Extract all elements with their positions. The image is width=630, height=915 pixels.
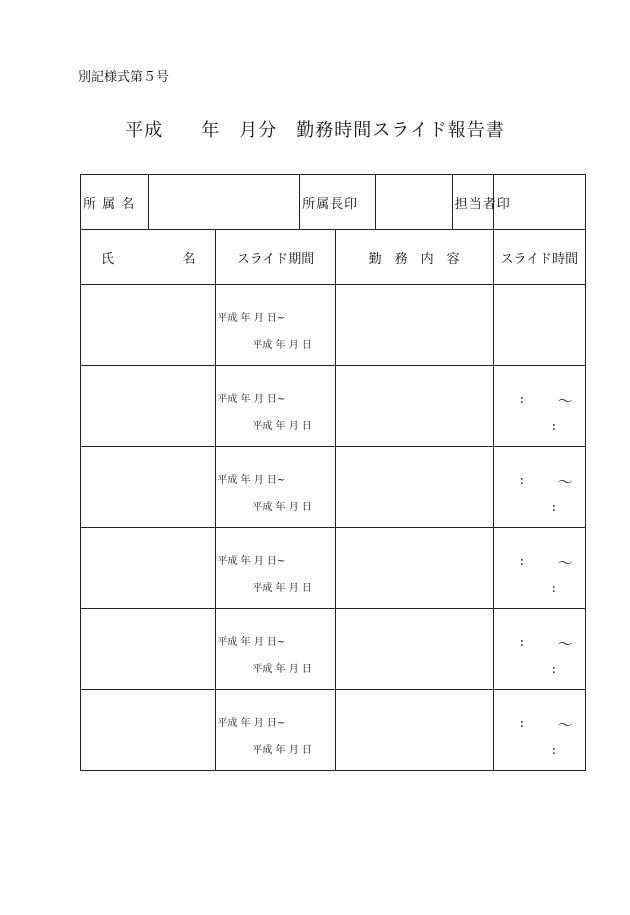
title-era: 平成	[125, 120, 164, 141]
time-colon-start: :	[519, 473, 524, 488]
table-row	[81, 366, 586, 447]
header-row-1	[81, 175, 586, 230]
time-tilde: ～	[557, 392, 573, 410]
period-start: 平成 年 月 日~	[217, 556, 286, 567]
period-end: 平成 年 月 日	[252, 664, 312, 675]
staff-seal-label: 担当者印	[452, 175, 493, 230]
name-cell[interactable]	[81, 609, 216, 690]
slide-time-cell[interactable]	[493, 609, 585, 690]
time-tilde: ～	[557, 635, 573, 653]
header-row-2	[81, 230, 586, 285]
title-gap	[163, 120, 201, 141]
period-start: 平成 年 月 日~	[217, 313, 286, 324]
time-colon-end: :	[551, 500, 556, 515]
time-colon-start: :	[519, 635, 524, 650]
name-cell[interactable]	[81, 366, 216, 447]
name-cell[interactable]	[81, 447, 216, 528]
period-end: 平成 年 月 日	[252, 421, 312, 432]
table-row	[81, 609, 586, 690]
work-cell[interactable]	[335, 609, 493, 690]
period-end: 平成 年 月 日	[252, 340, 312, 351]
period-end: 平成 年 月 日	[252, 502, 312, 513]
time-colon-start: :	[519, 554, 524, 569]
slide-time-header: スライド時間	[493, 230, 585, 285]
period-start: 平成 年 月 日~	[217, 637, 286, 648]
chief-seal-label: 所属長印	[300, 175, 376, 230]
period-cell[interactable]	[216, 366, 335, 447]
slide-time-cell[interactable]	[493, 285, 585, 366]
period-end: 平成 年 月 日	[252, 583, 312, 594]
title-main: 勤務時間スライド報告書	[296, 120, 505, 141]
name-header-right: 名	[182, 251, 196, 267]
report-table	[80, 174, 586, 771]
slide-time-cell[interactable]	[493, 447, 585, 528]
work-cell[interactable]	[335, 528, 493, 609]
period-end: 平成 年 月 日	[252, 745, 312, 756]
name-cell[interactable]	[81, 690, 216, 771]
work-cell[interactable]	[335, 447, 493, 528]
time-colon-end: :	[551, 581, 556, 596]
table-row	[81, 528, 586, 609]
table-row	[81, 690, 586, 771]
period-cell[interactable]	[216, 447, 335, 528]
chief-seal-field[interactable]	[376, 175, 452, 230]
table-row	[81, 285, 586, 366]
name-header	[81, 230, 216, 285]
period-cell[interactable]	[216, 528, 335, 609]
period-cell[interactable]	[216, 285, 335, 366]
table-row	[81, 447, 586, 528]
period-start: 平成 年 月 日~	[217, 475, 286, 486]
dept-label: 所 属 名	[81, 175, 149, 230]
title-gap	[220, 120, 239, 141]
name-cell[interactable]	[81, 285, 216, 366]
time-colon-start: :	[519, 392, 524, 407]
slide-time-cell[interactable]	[493, 366, 585, 447]
time-tilde: ～	[557, 716, 573, 734]
time-tilde: ～	[557, 554, 573, 572]
title-month: 月分	[239, 120, 278, 141]
time-colon-end: :	[551, 743, 556, 758]
time-colon-start: :	[519, 716, 524, 731]
work-header: 勤 務 内 容	[335, 230, 493, 285]
time-colon-end: :	[551, 419, 556, 434]
work-cell[interactable]	[335, 690, 493, 771]
work-cell[interactable]	[335, 366, 493, 447]
period-cell[interactable]	[216, 609, 335, 690]
time-colon-end: :	[551, 662, 556, 677]
dept-field[interactable]	[148, 175, 299, 230]
period-cell[interactable]	[216, 690, 335, 771]
period-start: 平成 年 月 日~	[217, 718, 286, 729]
title-year: 年	[201, 120, 221, 141]
period-start: 平成 年 月 日~	[217, 394, 286, 405]
work-cell[interactable]	[335, 285, 493, 366]
slide-time-cell[interactable]	[493, 690, 585, 771]
period-header: スライド期間	[216, 230, 335, 285]
page-title	[0, 116, 630, 142]
form-id: 別記様式第５号	[78, 70, 170, 85]
title-gap	[277, 120, 296, 141]
slide-time-cell[interactable]	[493, 528, 585, 609]
name-cell[interactable]	[81, 528, 216, 609]
name-header-left: 氏	[101, 251, 115, 267]
time-tilde: ～	[557, 473, 573, 491]
